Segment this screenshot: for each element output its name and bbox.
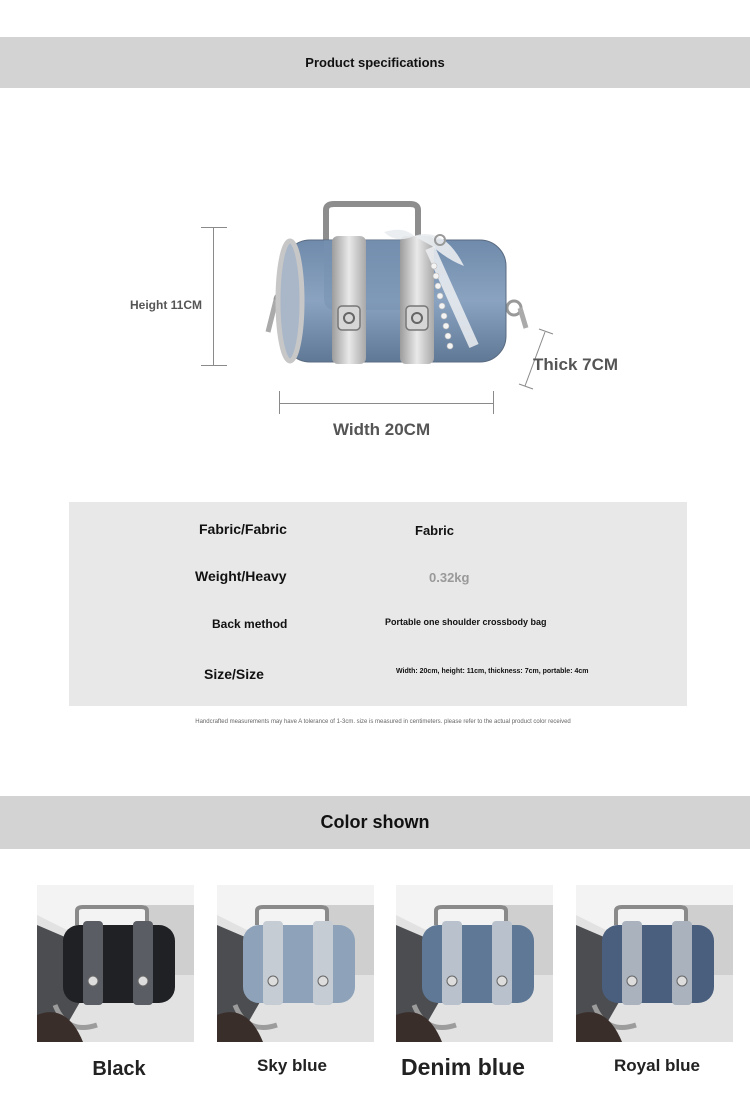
- color-name-label: Royal blue: [614, 1056, 700, 1075]
- thick-label: Thick 7CM: [533, 355, 619, 374]
- color-name-label: Black: [92, 1058, 146, 1080]
- product-bag-image: [264, 196, 534, 386]
- width-label: Width 20CM: [333, 420, 431, 439]
- color-swatch-image[interactable]: [576, 885, 733, 1042]
- spec-key-fabric: Fabric/Fabric: [199, 521, 287, 537]
- height-dimension-line: [213, 227, 214, 366]
- spec-key-back-method: Back method: [212, 617, 288, 631]
- height-dimension-cap-top: [201, 227, 227, 228]
- section-title: Product specifications: [305, 55, 445, 70]
- color-name-label: Sky blue: [257, 1056, 327, 1075]
- height-label: Height 11CM: [130, 298, 203, 312]
- color-swatch-image[interactable]: [217, 885, 374, 1042]
- color-swatch-image[interactable]: [396, 885, 553, 1042]
- spec-key-weight: Weight/Heavy: [195, 568, 287, 584]
- spec-value-size: Width: 20cm, height: 11cm, thickness: 7cm, portable: 4cm: [396, 668, 589, 675]
- spec-value-back-method: Portable one shoulder crossbody bag: [385, 617, 547, 627]
- spec-value-weight: 0.32kg: [429, 570, 470, 585]
- section-header-colors: [0, 796, 750, 849]
- spec-value-fabric: Fabric: [415, 523, 455, 538]
- color-swatch-image[interactable]: [37, 885, 194, 1042]
- width-dimension-line: [279, 403, 494, 404]
- specification-table: [69, 502, 687, 706]
- section-title: Color shown: [320, 812, 430, 832]
- color-name-label: Denim blue: [401, 1054, 525, 1080]
- width-dimension-cap-left: [279, 391, 280, 414]
- spec-key-size: Size/Size: [204, 666, 264, 682]
- height-dimension-cap-bottom: [201, 365, 227, 366]
- width-dimension-cap-right: [493, 391, 494, 414]
- measurement-note: Handcrafted measurements may have A tolerance of 1-3cm. size is measured in centimeters. please refer to the actual product color received: [195, 719, 571, 725]
- section-header-specifications: [0, 37, 750, 88]
